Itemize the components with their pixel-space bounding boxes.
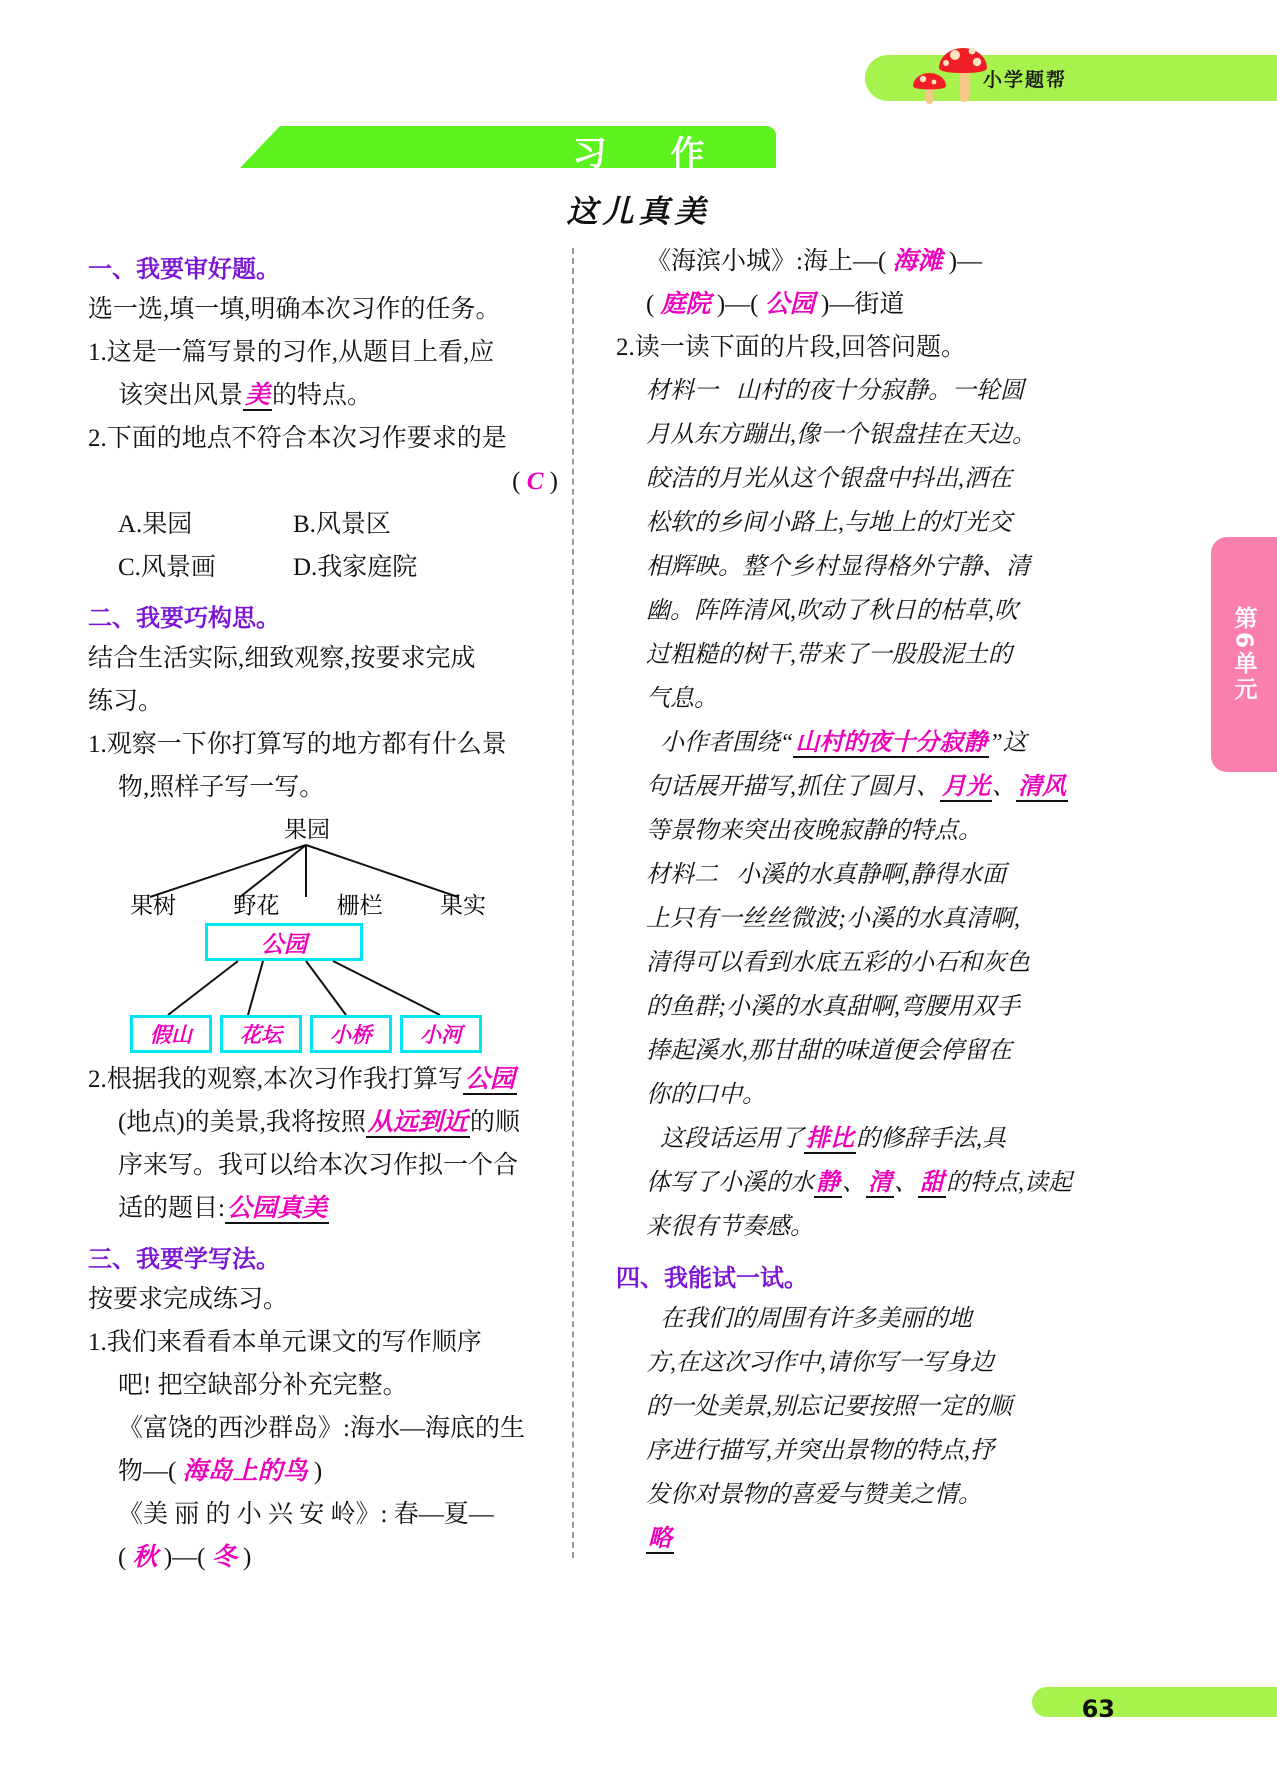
answer-leaf-box-2[interactable]: 花坛 [220, 1015, 302, 1053]
bracket-open: ( [512, 468, 521, 495]
option-d[interactable]: D.我家庭院 [293, 554, 418, 581]
section1-prompt: 选一选,填一填,明确本次习作的任务。 [88, 296, 501, 323]
answer1-mid1: ”这 [989, 730, 1027, 756]
section4-line-1: 方,在这次习作中,请你写一写身边 [646, 1350, 994, 1376]
right-column [616, 240, 1086, 1561]
s3-q1-line1: 1.我们来看看本单元课文的写作顺序 [88, 1329, 482, 1356]
answer1-theme[interactable]: 山村的夜十分寂静 [795, 730, 988, 756]
s2-q2-l1-pre: 2.根据我的观察,本次习作我打算写 [88, 1066, 464, 1093]
unit-side-tab-label: 第6单元 [1230, 605, 1257, 703]
material2-line-5: 你的口中。 [646, 1082, 766, 1108]
s1-q2-answer[interactable]: C [526, 468, 544, 495]
answer2-quiet[interactable]: 静 [816, 1170, 840, 1196]
s3-prompt: 按要求完成练习。 [88, 1286, 289, 1313]
material1-label: 材料一 [646, 378, 718, 404]
s3-q1-l4-post: ) [313, 1458, 323, 1485]
s2-q2-answer-title[interactable]: 公园真美 [226, 1195, 327, 1222]
material1-line-5: 幽。阵阵清风,吹动了秋日的枯草,吹 [646, 598, 1018, 624]
answer2-l1-pre: 这段话运用了 [660, 1126, 804, 1152]
s3-q1-l6-post: ) [243, 1544, 252, 1571]
section4-answer-text[interactable]: 略 [648, 1526, 672, 1552]
s3-q1-answer-winter[interactable]: 冬 [211, 1544, 237, 1571]
bracket-close: ) [549, 468, 558, 495]
material1-line-3: 松软的乡间小路上,与地上的灯光交 [646, 510, 1012, 536]
s3-q1-l6-open: ( [118, 1544, 127, 1571]
section-heading-4: 四、我能试一试。 [616, 1264, 808, 1292]
s1-q2-options-row1 [88, 503, 558, 546]
chapter-flag [0, 118, 1277, 176]
answer2-l2-pre: 体写了小溪的水 [646, 1170, 814, 1196]
s1-q1-l2-pre: 该突出风景 [118, 382, 244, 409]
answer1-line1 [616, 721, 1086, 765]
s2-prompt1: 结合生活实际,细致观察,按要求完成 [88, 645, 476, 672]
section4-line-2: 的一处美景,别忘记要按照一定的顺 [646, 1394, 1012, 1420]
unit-side-tab [1211, 537, 1277, 772]
s1-q1-answer[interactable]: 美 [245, 382, 271, 409]
answer1-line2 [616, 765, 1086, 809]
s2-q2-line4 [88, 1187, 558, 1230]
s1-q1-line1: 1.这是一篇写景的习作,从题目上看,应 [88, 339, 495, 366]
example-tree-diagram [88, 811, 558, 919]
answer2-l1-post: 的修辞手法,具 [856, 1126, 1006, 1152]
r-cont-l2-mid: )—( [716, 291, 759, 318]
answer2-line2 [616, 1161, 1086, 1205]
answer2-sweet[interactable]: 甜 [920, 1170, 944, 1196]
material1-line-2: 皎洁的月光从这个银盘中抖出,洒在 [646, 466, 1012, 492]
s3-q1-line2: 吧! 把空缺部分补充完整。 [118, 1372, 408, 1399]
answer2-line3: 来很有节奏感。 [646, 1214, 814, 1240]
example-leaf-2: 野花 [233, 893, 280, 918]
answer1-mid2: 、 [992, 774, 1016, 800]
answer2-m2: 、 [894, 1170, 918, 1196]
material2-line-4: 捧起溪水,那甘甜的味道便会停留在 [646, 1038, 1012, 1064]
page-subtitle: 这儿真美 [566, 194, 711, 229]
r-answer-beach[interactable]: 海滩 [892, 248, 943, 275]
example-leaf-3: 栅栏 [336, 893, 383, 918]
page-number: 63 [1081, 1695, 1115, 1723]
s3-q1-answer-birds[interactable]: 海岛上的鸟 [182, 1458, 308, 1485]
answer2-l2-post: 的特点,读起 [946, 1170, 1072, 1196]
s2-q1-line1: 1.观察一下你打算写的地方都有什么景 [88, 731, 507, 758]
material1-line-6: 过粗糙的树干,带来了一股股泥土的 [646, 642, 1012, 668]
s3-q1-line3: 《富饶的西沙群岛》:海水—海底的生 [118, 1415, 525, 1442]
material1-line-7: 气息。 [646, 686, 718, 712]
s3-q1-answer-autumn[interactable]: 秋 [132, 1544, 158, 1571]
s1-q2-options-row2 [88, 546, 558, 589]
s1-q1-line2 [88, 374, 558, 417]
material2-label: 材料二 [646, 862, 718, 888]
material1-line-4: 相辉映。整个乡村显得格外宁静、清 [646, 554, 1030, 580]
example-tree-root: 果园 [284, 817, 330, 842]
s2-q2-l2-pre: (地点)的美景,我将按照 [118, 1109, 366, 1136]
s2-q2-answer-order[interactable]: 从远到近 [367, 1109, 468, 1136]
r-cont-line2 [616, 283, 1086, 326]
r-cont-l2-post: )—街道 [821, 291, 905, 318]
footer-banner [1032, 1687, 1277, 1717]
material1-line-0: 山村的夜十分寂静。一轮圆 [736, 378, 1024, 404]
example-leaf-4: 果实 [439, 893, 486, 918]
s1-q1-l2-post: 的特点。 [272, 382, 373, 409]
s3-q1-l4-pre: 物—( [118, 1458, 177, 1485]
s3-q1-l6-mid: )—( [163, 1544, 206, 1571]
s3-q1-line4 [88, 1450, 558, 1493]
material1-first-line [616, 369, 1086, 413]
brand-label: 小学题帮 [983, 68, 1068, 91]
s2-prompt2: 练习。 [88, 688, 164, 715]
answer1-pre: 小作者围绕“ [660, 730, 794, 756]
r-cont-l1-pre: 《海滨小城》:海上—( [646, 248, 887, 275]
answer-leaf-box-1[interactable]: 假山 [130, 1015, 212, 1053]
answer-tree-root-box[interactable]: 公园 [205, 923, 363, 961]
section4-line-3: 序进行描写,并突出景物的特点,抒 [646, 1438, 994, 1464]
s3-q1-line6 [88, 1536, 558, 1579]
s3-q1-line5: 《美 丽 的 小 兴 安 岭》: 春—夏— [118, 1501, 494, 1528]
mushroom-icon [899, 38, 1009, 106]
example-leaf-1: 果树 [130, 893, 176, 918]
material2-line-1: 上只有一丝丝微波;小溪的水真清啊, [646, 906, 1020, 932]
section-heading-3: 三、我要学写法。 [88, 1245, 280, 1273]
s2-q2-line1 [88, 1058, 558, 1101]
chapter-title: 习 作 [572, 134, 731, 174]
s2-q2-answer-place[interactable]: 公园 [465, 1066, 516, 1093]
r-q2-stem: 2.读一读下面的片段,回答问题。 [616, 334, 967, 361]
r-cont-line1 [616, 240, 1086, 283]
column-divider [572, 248, 574, 1558]
example-tree-leaves [88, 887, 528, 920]
r-answer-park[interactable]: 公园 [764, 291, 815, 318]
section4-answer [616, 1517, 1086, 1561]
answer1-line3: 等景物来突出夜晚寂静的特点。 [646, 818, 982, 844]
option-a[interactable]: A.果园 [118, 511, 193, 538]
answer1-breeze[interactable]: 清风 [1018, 774, 1066, 800]
answer1-l2-pre: 句话展开描写,抓住了圆月、 [646, 774, 940, 800]
answer2-clear[interactable]: 清 [868, 1170, 892, 1196]
option-b[interactable]: B.风景区 [293, 511, 391, 538]
s1-q2-answer-bracket [88, 460, 558, 503]
r-cont-l2-open: ( [646, 291, 655, 318]
s2-q2-line3: 序来写。我可以给本次习作拟一个合 [118, 1152, 519, 1179]
material2-line-2: 清得可以看到水底五彩的小石和灰色 [646, 950, 1030, 976]
answer1-moonlight[interactable]: 月光 [942, 774, 990, 800]
section4-line-4: 发你对景物的喜爱与赞美之情。 [646, 1482, 982, 1508]
section-heading-1: 一、我要审好题。 [88, 255, 280, 283]
s2-q2-line2 [88, 1101, 558, 1144]
answer-tree-diagram [88, 923, 558, 1058]
answer-leaf-box-4[interactable]: 小河 [400, 1015, 482, 1053]
left-column [88, 240, 558, 1579]
s2-q1-line2: 物,照样子写一写。 [118, 774, 325, 801]
s1-q2-line1: 2.下面的地点不符合本次习作要求的是 [88, 425, 507, 452]
option-c[interactable]: C.风景画 [118, 554, 216, 581]
s2-q2-l4-pre: 适的题目: [118, 1195, 225, 1222]
answer-leaf-box-3[interactable]: 小桥 [310, 1015, 392, 1053]
s2-q2-l2-post: 的顺 [469, 1109, 520, 1136]
material2-line-0: 小溪的水真静啊,静得水面 [736, 862, 1006, 888]
r-cont-l1-post: )— [948, 248, 983, 275]
section-heading-2: 二、我要巧构思。 [88, 604, 280, 632]
answer2-m1: 、 [842, 1170, 866, 1196]
answer2-parallelism[interactable]: 排比 [806, 1126, 854, 1152]
material1-line-1: 月从东方蹦出,像一个银盘挂在天边。 [646, 422, 1036, 448]
r-answer-courtyard[interactable]: 庭院 [660, 291, 711, 318]
section4-line-0: 在我们的周围有许多美丽的地 [660, 1306, 972, 1332]
material2-first-line [616, 853, 1086, 897]
answer2-line1 [616, 1117, 1086, 1161]
material2-line-3: 的鱼群;小溪的水真甜啊,弯腰用双手 [646, 994, 1020, 1020]
